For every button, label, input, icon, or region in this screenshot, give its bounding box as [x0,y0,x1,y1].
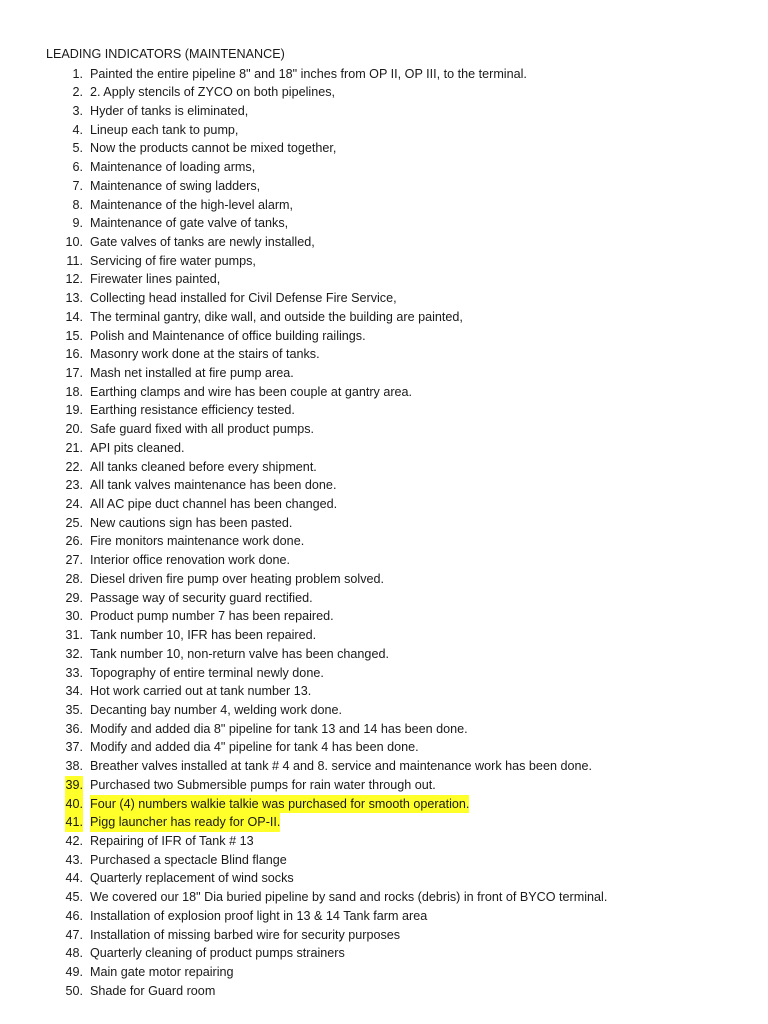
list-item [0,65,768,84]
list-item [0,551,768,570]
list-item [0,308,768,327]
list-item-text: API pits cleaned. [90,440,185,455]
list-item-number: 30. [65,609,83,624]
list-item-number: 14. [65,309,83,324]
list-item [0,83,768,102]
list-item-text: Purchased two Submersible pumps for rain water through out. [90,777,436,792]
list-item-text: 2. Apply stencils of ZYCO on both pipelines, [90,85,336,100]
list-item-number: 17. [65,366,83,380]
list-item [0,944,768,963]
list-item-text: Safe guard fixed with all product pumps. [90,422,315,437]
list-item-text: Quarterly replacement of wind socks [90,871,294,886]
list-item-text: Maintenance of gate valve of tanks, [90,216,289,231]
list-item-number-highlighted: 39. [65,776,83,795]
document-heading: LEADING INDICATORS (MAINTENANCE) [46,47,285,61]
list-item-text: Hyder of tanks is eliminated, [90,103,249,118]
list-item [0,364,768,383]
list-item [0,570,768,589]
list-item [0,401,768,420]
list-item-number: 36. [65,721,83,736]
list-item [0,626,768,645]
list-item [0,888,768,907]
list-item [0,869,768,888]
list-item-text: Polish and Maintenance of office building railings. [90,328,366,343]
list-item [0,664,768,683]
list-item-number-highlighted: 40. [65,795,83,814]
list-item [0,327,768,346]
list-item-number: 38. [65,759,83,774]
list-item-number: 49. [65,965,83,979]
list-item [0,270,768,289]
list-item [0,458,768,477]
list-item-text: Masonry work done at the stairs of tanks. [90,347,320,362]
list-item-number: 43. [65,852,83,867]
list-item-number: 4. [72,122,83,137]
list-item-text: Painted the entire pipeline 8" and 18" inches from OP II, OP III, to the terminal. [90,66,527,81]
list-item [0,420,768,439]
list-item-number: 10. [65,234,83,249]
maintenance-list [0,65,768,1001]
list-item-text: Tank number 10, IFR has been repaired. [90,628,317,643]
list-item-text: Repairing of IFR of Tank # 13 [90,833,254,848]
list-item [0,701,768,720]
list-item-text: Shade for Guard room [90,983,216,998]
list-item-number: 19. [65,403,83,418]
list-item-text-highlighted: Pigg launcher has ready for OP-II. [90,813,280,832]
list-item-number: 15. [65,328,83,343]
list-item-text: Firewater lines painted, [90,272,221,287]
list-item-number: 6. [72,160,83,175]
list-item [0,102,768,121]
list-item-text: Installation of explosion proof light in 13 & 14 Tank farm area [90,908,428,923]
list-item [0,795,768,814]
list-item [0,589,768,608]
list-item-number: 8. [72,197,83,212]
list-item-text: All tank valves maintenance has been done. [90,478,337,493]
list-item-text: Topography of entire terminal newly done. [90,665,324,680]
list-item [0,514,768,533]
list-item-text: Now the products cannot be mixed together, [90,141,337,156]
list-item-number: 18. [65,384,83,399]
list-item-number: 50. [65,983,83,998]
list-item-number: 28. [65,571,83,586]
list-item [0,963,768,982]
list-item-number: 16. [65,347,83,362]
list-item-number-highlighted: 41. [65,813,83,832]
list-item-number: 29. [65,590,83,605]
list-item [0,158,768,177]
list-item [0,177,768,196]
list-item [0,214,768,233]
list-item-number: 44. [65,871,83,886]
list-item-number: 27. [65,553,83,568]
list-item [0,345,768,364]
list-item-text: Breather valves installed at tank # 4 and 8. service and maintenance work has been done. [90,759,592,774]
list-item [0,813,768,832]
list-item-number: 22. [65,459,83,474]
list-item-text: Gate valves of tanks are newly installed, [90,234,315,249]
list-item-number: 26. [65,534,83,549]
list-item-text: Maintenance of the high-level alarm, [90,197,294,212]
list-item-text: Lineup each tank to pump, [90,122,239,137]
list-item-text: Maintenance of swing ladders, [90,178,261,193]
list-item-number: 9. [72,216,83,231]
list-item-text: Modify and added dia 8" pipeline for tank 13 and 14 has been done. [90,721,468,736]
list-item [0,532,768,551]
list-item-text: Purchased a spectacle Blind flange [90,852,287,867]
list-item [0,907,768,926]
list-item-number: 33. [65,665,83,680]
list-item-number: 46. [65,908,83,923]
list-item-number: 1. [72,66,83,81]
list-item [0,607,768,626]
list-item-number: 48. [65,946,83,961]
list-item-text: New cautions sign has been pasted. [90,515,293,530]
list-item [0,645,768,664]
list-item [0,439,768,458]
list-item-text: Fire monitors maintenance work done. [90,534,305,549]
list-item-text: All tanks cleaned before every shipment. [90,459,317,474]
list-item-number: 47. [65,927,83,942]
list-item-text: Modify and added dia 4" pipeline for tank 4 has been done. [90,740,419,755]
list-item [0,832,768,851]
list-item-number: 32. [65,646,83,661]
list-item [0,982,768,1001]
list-item [0,495,768,514]
list-item-text: Diesel driven fire pump over heating problem solved. [90,571,385,586]
list-item-number: 23. [65,478,83,493]
list-item-text: Earthing clamps and wire has been couple at gantry area. [90,384,413,399]
list-item-text: Installation of missing barbed wire for security purposes [90,927,401,942]
list-item-number: 35. [65,702,83,717]
list-item-text: Servicing of fire water pumps, [90,253,256,268]
list-item-number: 5. [72,141,83,156]
list-item-text: The terminal gantry, dike wall, and outside the building are painted, [90,309,463,324]
list-item [0,383,768,402]
list-item [0,757,768,776]
list-item-number: 42. [65,833,83,848]
list-item-number: 7. [72,178,83,193]
list-item [0,476,768,495]
list-item-text: Product pump number 7 has been repaired. [90,609,334,624]
list-item [0,682,768,701]
list-item-text-highlighted: Four (4) numbers walkie talkie was purchased for smooth operation. [90,795,469,814]
list-item-number: 12. [65,272,83,287]
list-item-number: 13. [65,291,83,306]
list-item-number: 24. [65,497,83,512]
list-item [0,926,768,945]
list-item-number: 25. [65,515,83,530]
list-item-number: 3. [72,103,83,118]
list-item [0,196,768,215]
list-item-text: Collecting head installed for Civil Defense Fire Service, [90,291,397,306]
list-item-text: Interior office renovation work done. [90,553,290,568]
list-item-text: All AC pipe duct channel has been changed. [90,497,338,512]
list-item [0,738,768,757]
list-item-text: Mash net installed at fire pump area. [90,366,294,380]
list-item [0,289,768,308]
list-item-number: 45. [65,890,83,905]
list-item [0,139,768,158]
list-item-number: 2. [72,85,83,100]
list-item-text: Maintenance of loading arms, [90,160,256,175]
list-item-text: We covered our 18" Dia buried pipeline by sand and rocks (debris) in front of BYCO terminal. [90,890,608,905]
list-item [0,720,768,739]
list-item-number: 20. [65,422,83,437]
list-item [0,851,768,870]
list-item-number: 34. [65,684,83,699]
list-item-number: 37. [65,740,83,755]
list-item-text: Main gate motor repairing [90,965,234,979]
list-item-text: Passage way of security guard rectified. [90,590,313,605]
list-item-text: Tank number 10, non-return valve has been changed. [90,646,389,661]
list-item [0,121,768,140]
list-item-text: Hot work carried out at tank number 13. [90,684,312,699]
list-item-text: Quarterly cleaning of product pumps strainers [90,946,345,961]
list-item-text: Earthing resistance efficiency tested. [90,403,295,418]
list-item [0,233,768,252]
list-item-text: Decanting bay number 4, welding work done. [90,702,343,717]
list-item [0,776,768,795]
list-item [0,252,768,271]
list-item-number: 21. [65,440,83,455]
list-item-number: 31. [65,628,83,643]
list-item-number: 11. [66,253,83,268]
